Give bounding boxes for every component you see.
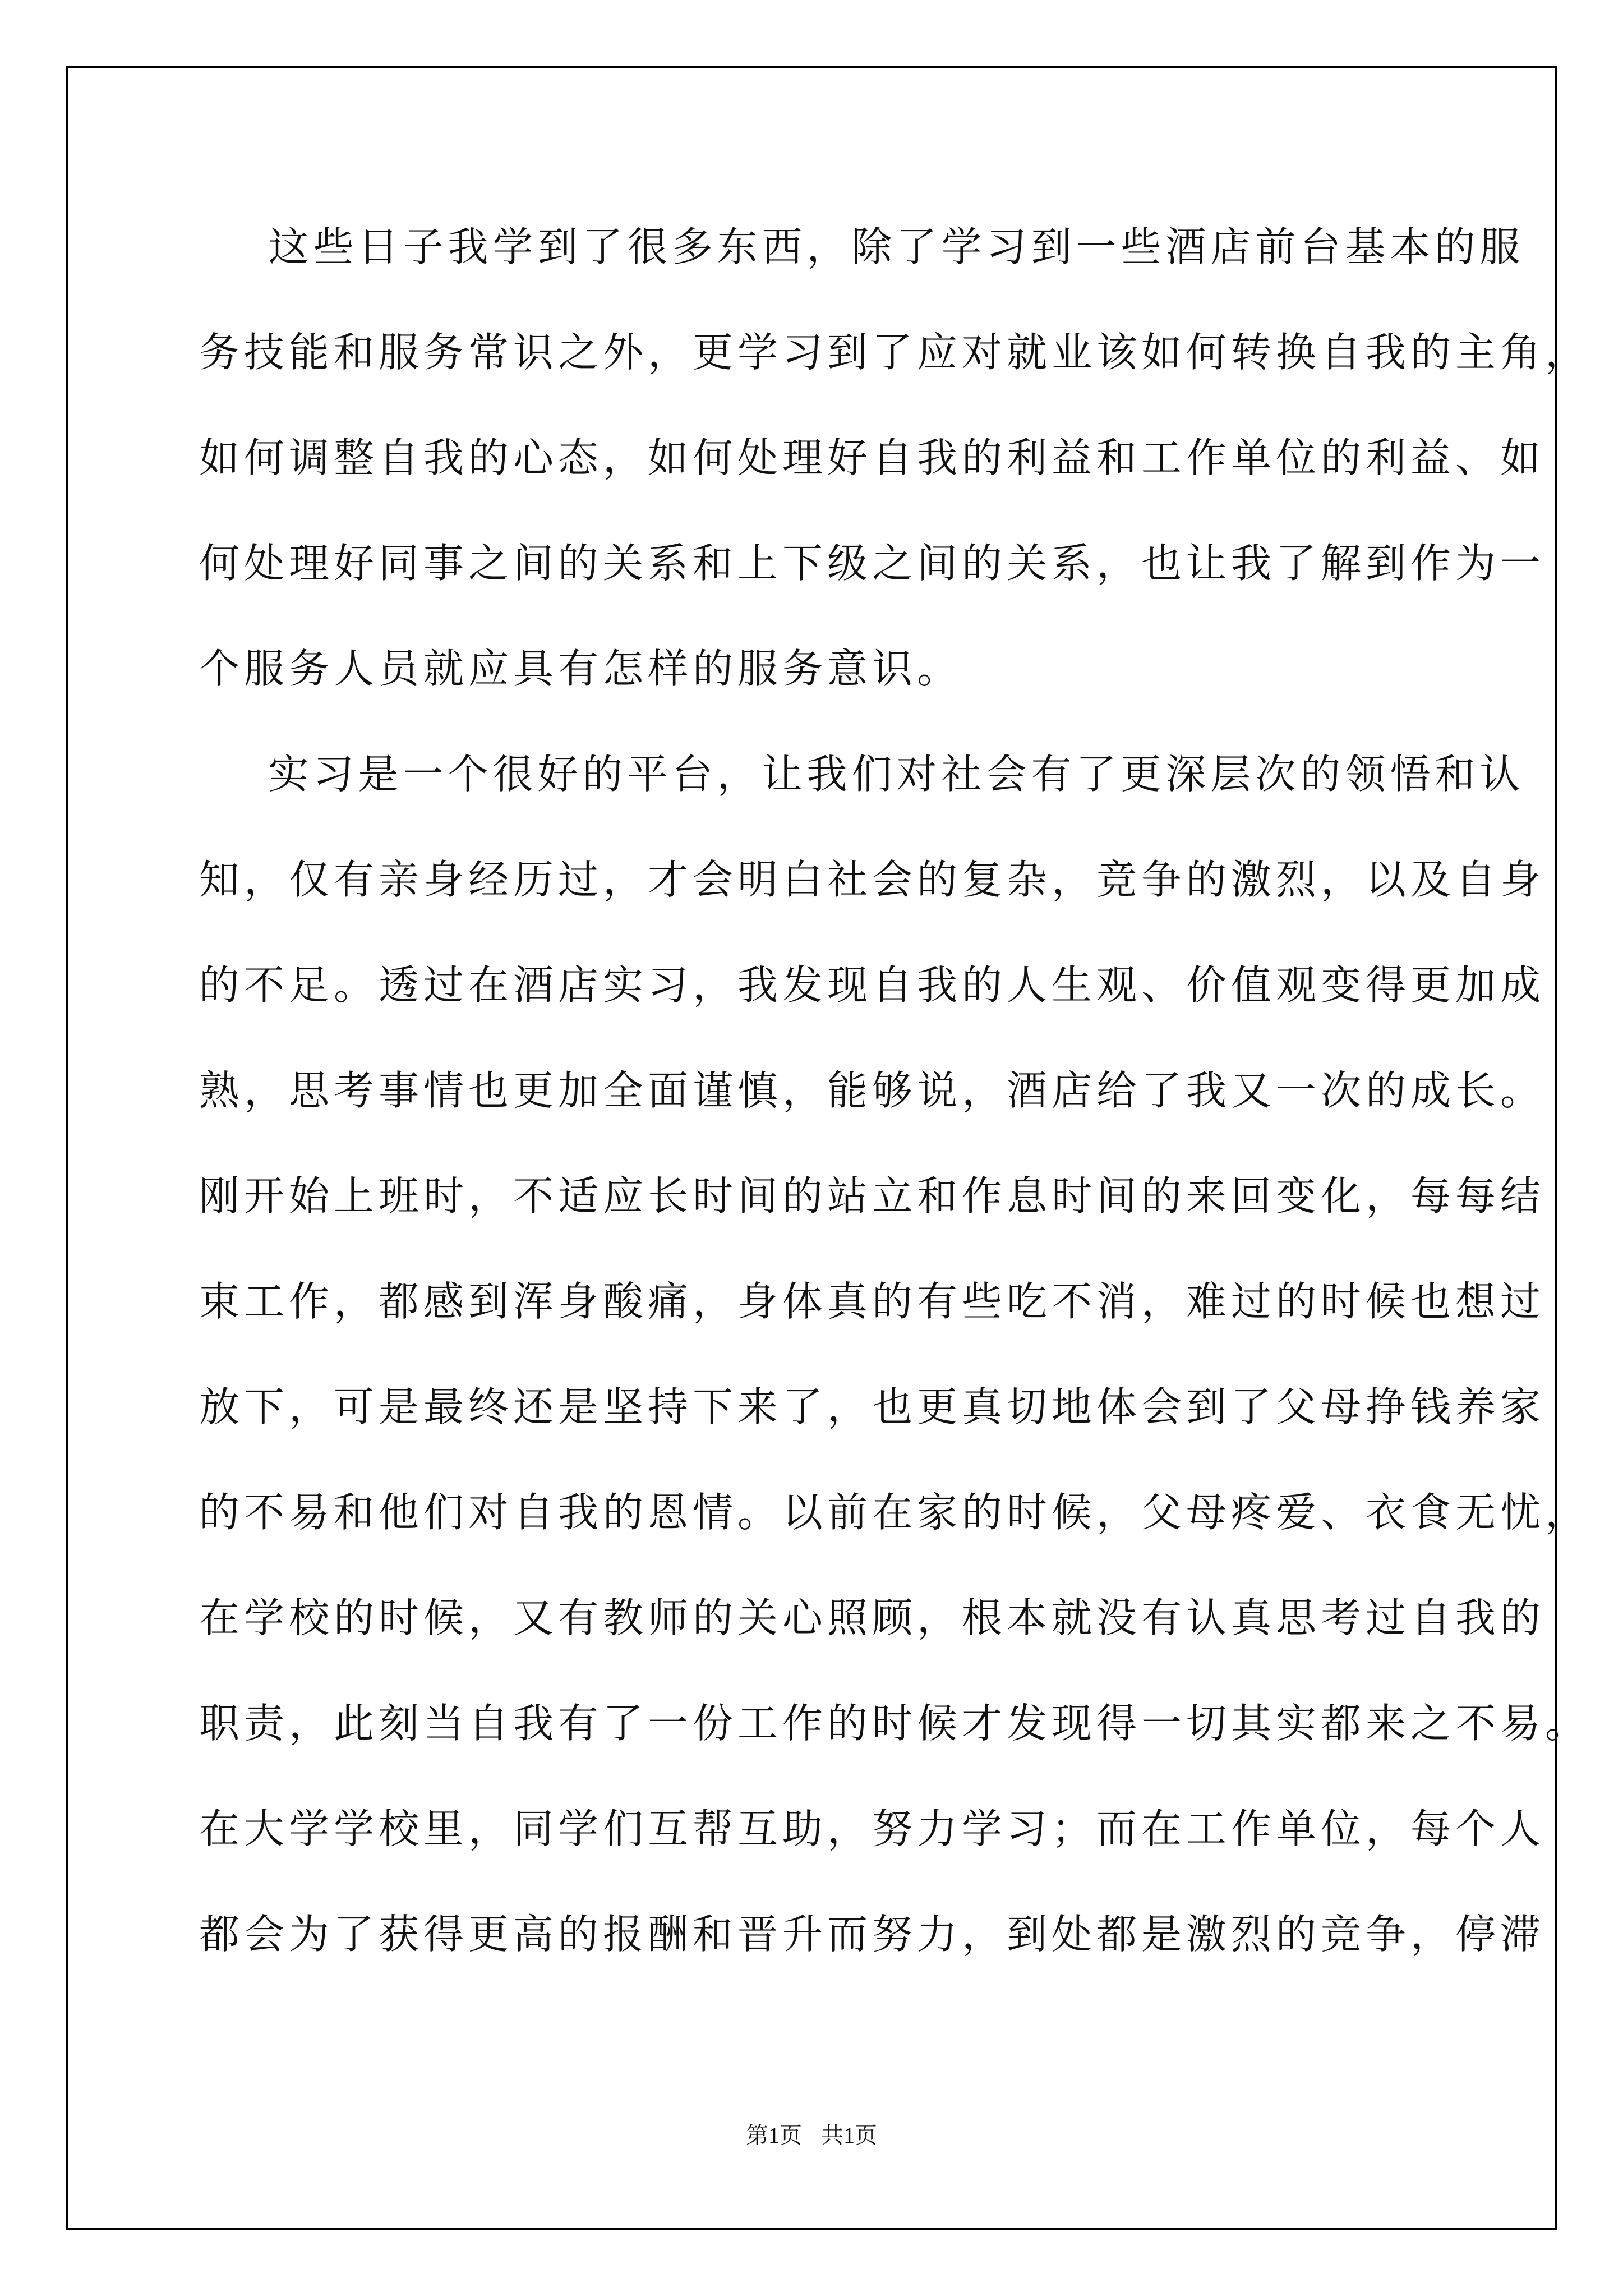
text-line-13: 的不易和他们对自我的恩情。以前在家的时候，父母疼爱、衣食无忧，	[199, 1489, 1590, 1536]
text-line-16: 在大学学校里，同学们互帮互助，努力学习；而在工作单位，每个人	[199, 1805, 1546, 1852]
text-line-12: 放下，可是最终还是坚持下来了，也更真切地体会到了父母挣钱养家	[199, 1383, 1546, 1430]
text-line-8: 的不足。透过在酒店实习，我发现自我的人生观、价值观变得更加成	[199, 961, 1546, 1009]
text-line-5: 个服务人员就应具有怎样的服务意识。	[199, 645, 962, 692]
text-line-14: 在学校的时候，又有教师的关心照顾，根本就没有认真思考过自我的	[199, 1594, 1546, 1641]
page-footer	[0, 2118, 1623, 2150]
text-line-7: 知，仅有亲身经历过，才会明白社会的复杂，竞争的激烈，以及自身	[199, 856, 1546, 903]
text-line-2: 务技能和服务常识之外，更学习到了应对就业该如何转换自我的主角，	[199, 329, 1590, 376]
text-line-15: 职责，此刻当自我有了一份工作的时候才发现得一切其实都来之不易。	[199, 1700, 1590, 1747]
text-line-1: 这些日子我学到了很多东西，除了学习到一些酒店前台基本的服	[199, 223, 1525, 270]
text-line-11: 束工作，都感到浑身酸痛，身体真的有些吃不消，难过的时候也想过	[199, 1278, 1546, 1325]
page-number: 第1页	[746, 2123, 802, 2148]
text-line-6: 实习是一个很好的平台，让我们对社会有了更深层次的领悟和认	[199, 751, 1525, 798]
text-line-3: 如何调整自我的心态，如何处理好自我的利益和工作单位的利益、如	[199, 434, 1546, 481]
text-line-10: 刚开始上班时，不适应长时间的站立和作息时间的来回变化，每每结	[199, 1172, 1546, 1220]
text-line-9: 熟，思考事情也更加全面谨慎，能够说，酒店给了我又一次的成长。	[199, 1067, 1546, 1114]
document-body	[199, 219, 1590, 2012]
text-line-17: 都会为了获得更高的报酬和晋升而努力，到处都是激烈的竞争，停滞	[199, 1911, 1546, 1958]
page-count: 共1页	[821, 2123, 877, 2148]
text-line-4: 何处理好同事之间的关系和上下级之间的关系，也让我了解到作为一	[199, 540, 1546, 587]
